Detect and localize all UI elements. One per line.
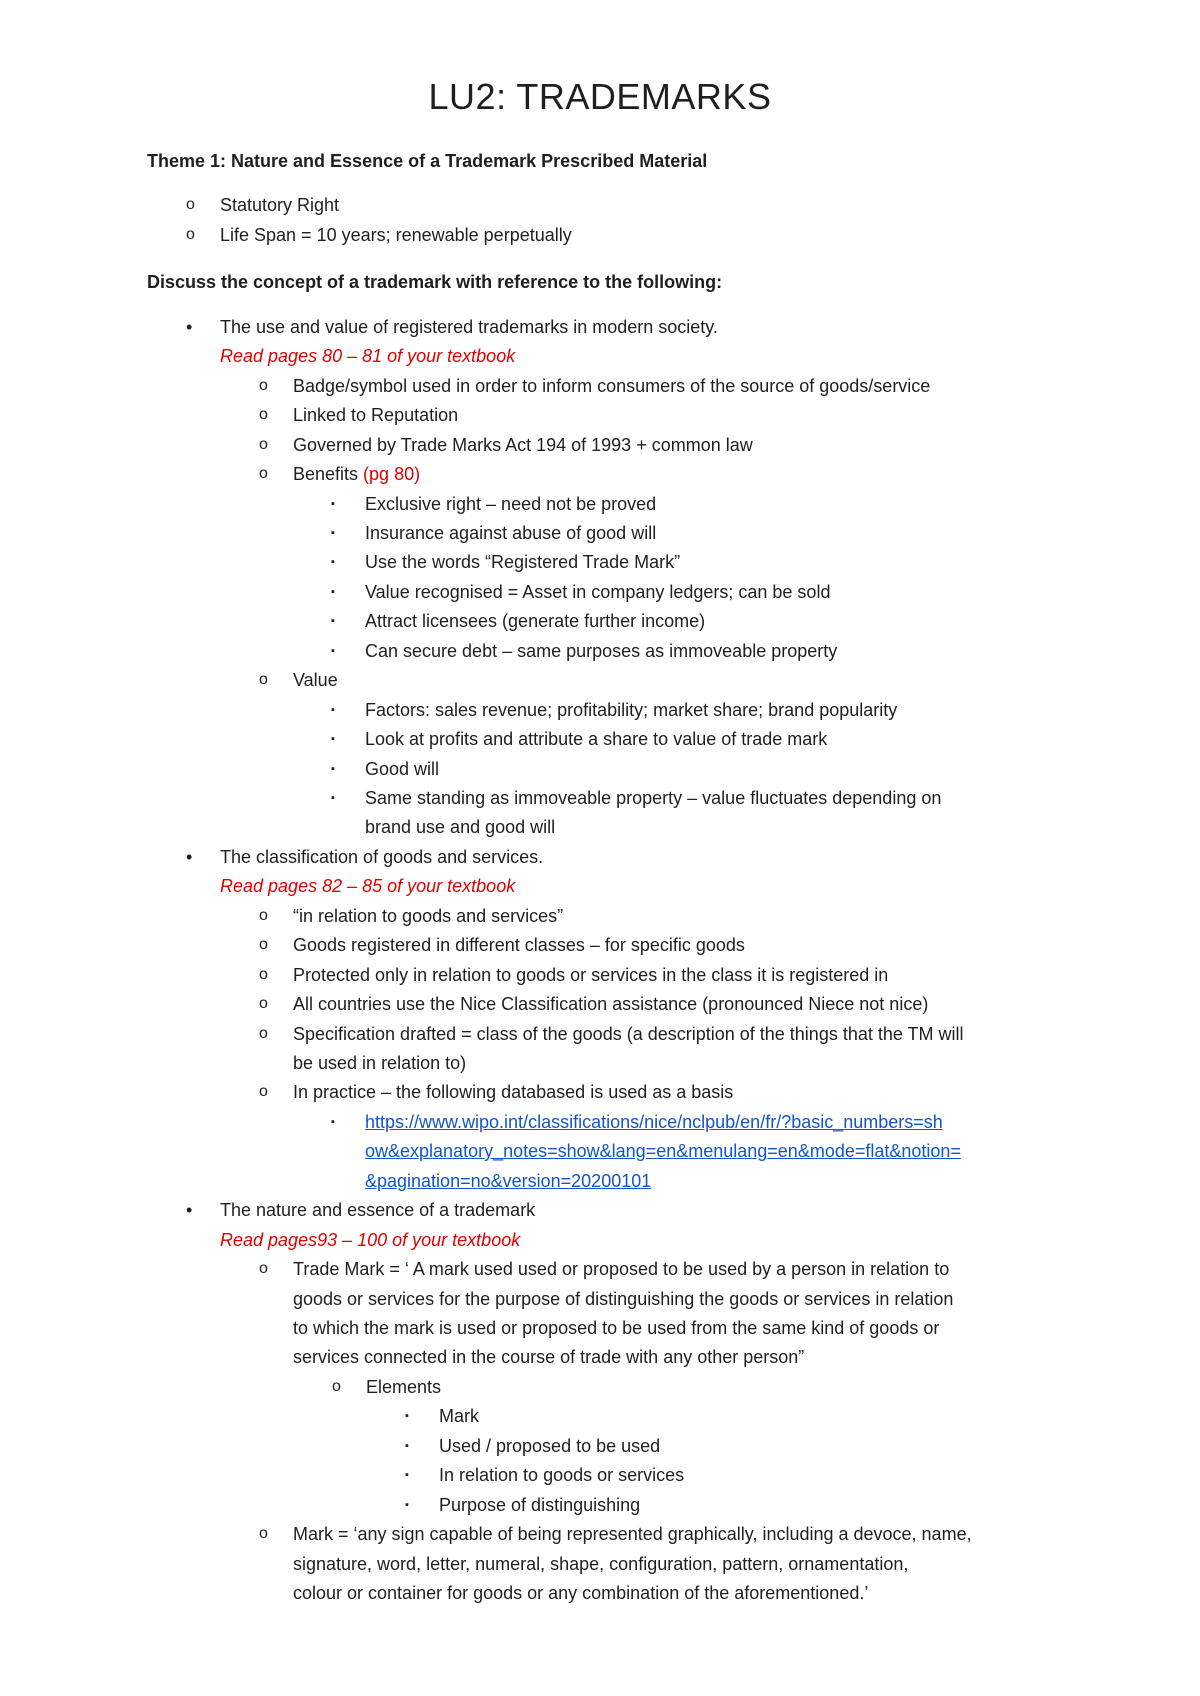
square-bullet-icon: ▪	[331, 586, 335, 598]
circle-bullet-icon: o	[259, 465, 268, 482]
square-bullet-icon: ▪	[331, 527, 335, 539]
list-item: Good will	[365, 759, 440, 779]
list-item: All countries use the Nice Classification assistance (pronounced Niece not nice)	[293, 994, 929, 1014]
list-item: Linked to Reputation	[293, 405, 459, 425]
bullet-icon: •	[186, 1200, 193, 1220]
square-bullet-icon: ▪	[331, 498, 335, 510]
bullet-icon: •	[186, 847, 193, 867]
circle-bullet-icon: o	[259, 377, 268, 394]
list-item: Elements	[366, 1377, 442, 1397]
mark-definition: signature, word, letter, numeral, shape, configuration, pattern, ornamentation,	[293, 1554, 909, 1574]
list-item: Insurance against abuse of good will	[365, 523, 657, 543]
theme-heading: Theme 1: Nature and Essence of a Trademark Prescribed Material	[147, 151, 708, 171]
list-item: Look at profits and attribute a share to value of trade mark	[365, 729, 828, 749]
benefits-page-ref: (pg 80)	[363, 464, 421, 484]
circle-bullet-icon: o	[332, 1378, 341, 1395]
list-item: In relation to goods or services	[439, 1465, 685, 1485]
trademark-definition: goods or services for the purpose of distinguishing the goods or services in relation	[293, 1289, 954, 1309]
discuss-heading: Discuss the concept of a trademark with reference to the following:	[147, 272, 723, 292]
square-bullet-icon: ▪	[331, 1116, 335, 1128]
wipo-link[interactable]: ow&explanatory_notes=show&lang=en&menulang=en&mode=flat&notion=	[365, 1141, 961, 1161]
list-item: Protected only in relation to goods or services in the class it is registered in	[293, 965, 889, 985]
section-heading: The use and value of registered trademarks in modern society.	[220, 317, 718, 337]
list-item: Factors: sales revenue; profitability; market share; brand popularity	[365, 700, 898, 720]
square-bullet-icon: ▪	[405, 1440, 409, 1452]
list-item: Life Span = 10 years; renewable perpetually	[220, 225, 572, 245]
list-item: Value recognised = Asset in company ledgers; can be sold	[365, 582, 831, 602]
page-title: LU2: TRADEMARKS	[428, 76, 772, 117]
trademark-definition: services connected in the course of trade with any other person”	[293, 1347, 805, 1367]
list-item: Badge/symbol used in order to inform consumers of the source of goods/service	[293, 376, 931, 396]
square-bullet-icon: ▪	[405, 1469, 409, 1481]
list-item: Use the words “Registered Trade Mark”	[365, 552, 681, 572]
section-heading: The classification of goods and services.	[220, 847, 544, 867]
reading-reference: Read pages93 – 100 of your textbook	[220, 1230, 521, 1250]
circle-bullet-icon: o	[186, 226, 195, 243]
list-item: Specification drafted = class of the goods (a description of the things that the TM will	[293, 1024, 964, 1044]
trademark-definition: to which the mark is used or proposed to be used from the same kind of goods or	[293, 1318, 940, 1338]
list-item: Can secure debt – same purposes as immoveable property	[365, 641, 838, 661]
list-item: In practice – the following databased is used as a basis	[293, 1082, 734, 1102]
list-item: Value	[293, 670, 338, 690]
circle-bullet-icon: o	[259, 1525, 268, 1542]
square-bullet-icon: ▪	[405, 1410, 409, 1422]
circle-bullet-icon: o	[259, 966, 268, 983]
reading-reference: Read pages 80 – 81 of your textbook	[220, 346, 516, 366]
circle-bullet-icon: o	[259, 936, 268, 953]
list-item: Used / proposed to be used	[439, 1436, 661, 1456]
mark-definition: colour or container for goods or any combination of the aforementioned.’	[293, 1583, 869, 1603]
wipo-link[interactable]: https://www.wipo.int/classifications/nice/nclpub/en/fr/?basic_numbers=sh	[365, 1112, 943, 1132]
circle-bullet-icon: o	[259, 907, 268, 924]
list-item-continuation: be used in relation to)	[293, 1053, 467, 1073]
square-bullet-icon: ▪	[331, 733, 335, 745]
square-bullet-icon: ▪	[331, 792, 335, 804]
square-bullet-icon: ▪	[331, 704, 335, 716]
benefits-item	[293, 460, 420, 488]
circle-bullet-icon: o	[259, 1260, 268, 1277]
square-bullet-icon: ▪	[331, 763, 335, 775]
circle-bullet-icon: o	[259, 995, 268, 1012]
circle-bullet-icon: o	[259, 1025, 268, 1042]
wipo-link[interactable]: &pagination=no&version=20200101	[365, 1171, 652, 1191]
list-item: Attract licensees (generate further income)	[365, 611, 706, 631]
reading-reference: Read pages 82 – 85 of your textbook	[220, 876, 516, 896]
list-item: Exclusive right – need not be proved	[365, 494, 657, 514]
trademark-definition: Trade Mark = ‘ A mark used used or proposed to be used by a person in relation to	[293, 1259, 950, 1279]
square-bullet-icon: ▪	[331, 645, 335, 657]
square-bullet-icon: ▪	[331, 556, 335, 568]
section-heading: The nature and essence of a trademark	[220, 1200, 536, 1220]
circle-bullet-icon: o	[259, 1083, 268, 1100]
list-item: Statutory Right	[220, 195, 340, 215]
list-item: Same standing as immoveable property – value fluctuates depending on	[365, 788, 942, 808]
mark-definition: Mark = ‘any sign capable of being represented graphically, including a devoce, name,	[293, 1524, 972, 1544]
square-bullet-icon: ▪	[331, 615, 335, 627]
list-item-continuation: brand use and good will	[365, 817, 556, 837]
square-bullet-icon: ▪	[405, 1499, 409, 1511]
list-item: Purpose of distinguishing	[439, 1495, 641, 1515]
circle-bullet-icon: o	[259, 671, 268, 688]
list-item: “in relation to goods and services”	[293, 906, 564, 926]
list-item: Governed by Trade Marks Act 194 of 1993 + common law	[293, 435, 753, 455]
circle-bullet-icon: o	[259, 406, 268, 423]
circle-bullet-icon: o	[186, 196, 195, 213]
bullet-icon: •	[186, 317, 193, 337]
list-item: Goods registered in different classes – for specific goods	[293, 935, 745, 955]
list-item: Mark	[439, 1406, 479, 1426]
circle-bullet-icon: o	[259, 436, 268, 453]
benefits-label: Benefits	[293, 464, 364, 484]
